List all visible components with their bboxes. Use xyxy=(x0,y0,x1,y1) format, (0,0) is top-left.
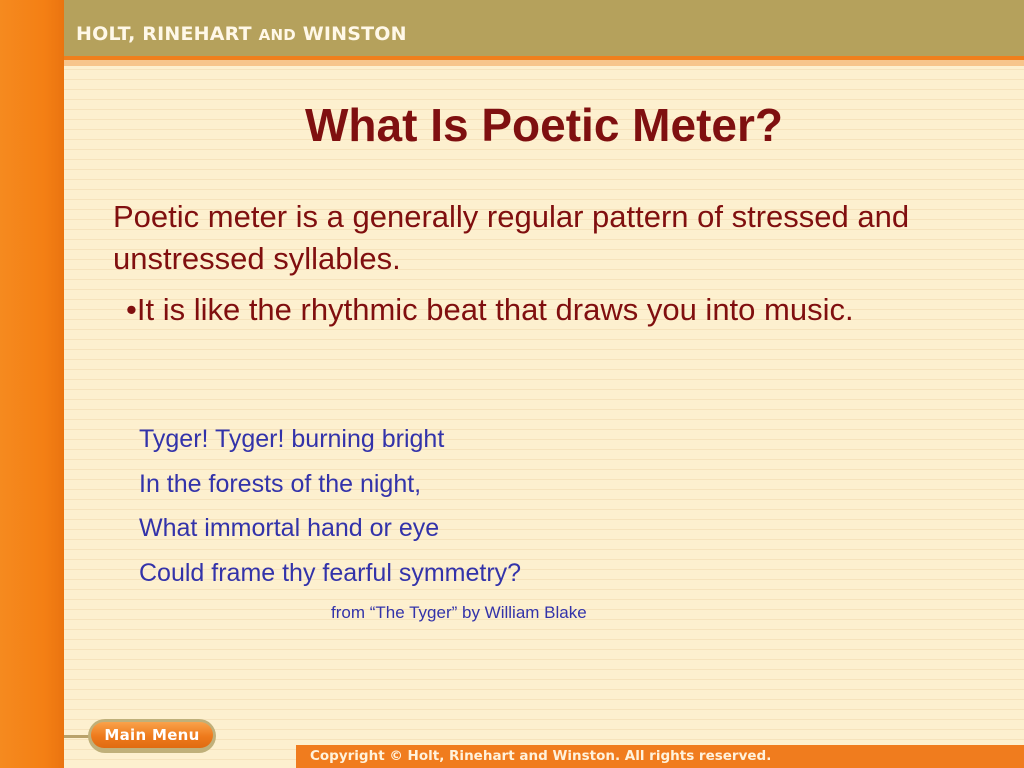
bullet-point: •It is like the rhythmic beat that draws you into music. xyxy=(126,292,854,327)
definition-text: Poetic meter is a generally regular pattern of stressed and unstressed syllables. xyxy=(113,199,910,276)
publisher-name-end: WINSTON xyxy=(302,23,407,45)
footer-band xyxy=(296,745,1024,768)
poem-excerpt xyxy=(139,424,521,602)
publisher-logo xyxy=(76,23,407,45)
poem-attribution: from “The Tyger” by William Blake xyxy=(331,603,587,622)
publisher-name-and: AND xyxy=(258,26,296,44)
publisher-name-main: HOLT, RINEHART xyxy=(76,23,252,45)
copyright-notice: Copyright © Holt, Rinehart and Winston. All rights reserved. xyxy=(310,748,772,764)
poem-line: What immortal hand or eye xyxy=(139,514,440,542)
main-menu-button[interactable] xyxy=(88,719,216,753)
header-divider-light xyxy=(64,60,1024,66)
poem-line: In the forests of the night, xyxy=(139,469,422,498)
main-menu-label: Main Menu xyxy=(91,722,213,748)
left-accent-bar xyxy=(0,0,64,768)
slide-title: What Is Poetic Meter? xyxy=(305,99,783,151)
poem-line: Could frame thy fearful symmetry? xyxy=(139,558,522,587)
poem-line: Tyger! Tyger! burning bright xyxy=(139,425,445,453)
